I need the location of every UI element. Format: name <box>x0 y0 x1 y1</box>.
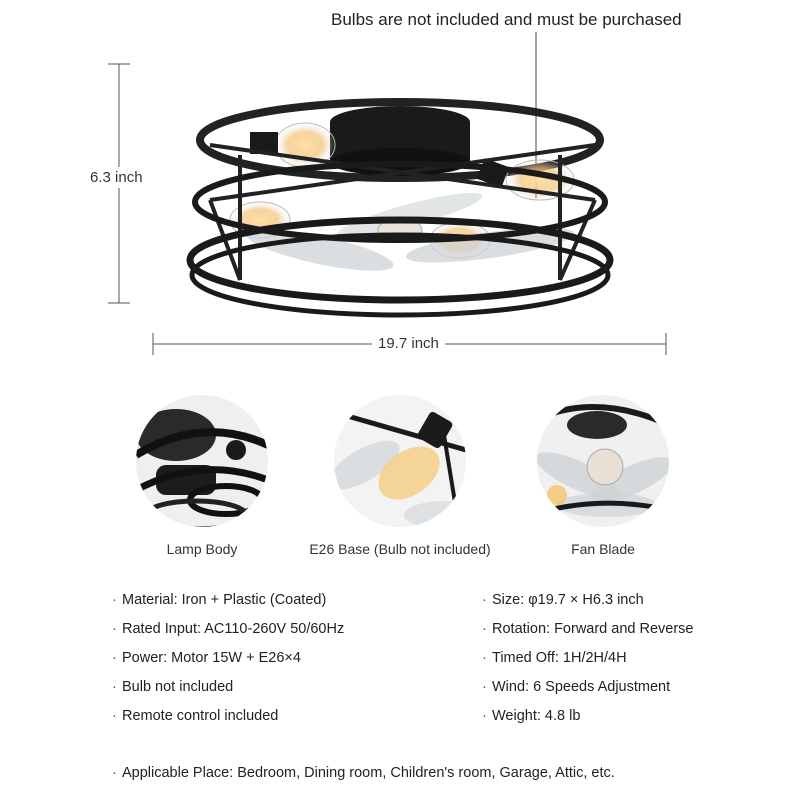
bullet: · <box>112 765 117 781</box>
e26-base-caption: E26 Base (Bulb not included) <box>309 541 491 557</box>
fan-blade-caption: Fan Blade <box>571 541 635 557</box>
spec-remote: · Remote control included <box>112 708 279 724</box>
spec-weight: · Weight: 4.8 lb <box>482 708 581 724</box>
spec-rated-input: · Rated Input: AC110-260V 50/60Hz <box>112 621 345 637</box>
bullet: · <box>482 679 487 695</box>
bullet: · <box>112 592 117 608</box>
ceiling-fan-illustration <box>150 50 670 320</box>
e26-base-thumbnail <box>334 395 466 527</box>
spec-timed-off: · Timed Off: 1H/2H/4H <box>482 650 627 666</box>
bullet: · <box>112 621 117 637</box>
bullet: · <box>112 679 117 695</box>
height-dimension-label: 6.3 inch <box>90 169 143 186</box>
spec-wind: · Wind: 6 Speeds Adjustment <box>482 679 671 695</box>
width-dimension-label: 19.7 inch <box>372 335 445 352</box>
bullet: · <box>482 621 487 637</box>
spec-size: · Size: φ19.7 × H6.3 inch <box>482 592 644 608</box>
lamp-body-caption: Lamp Body <box>166 541 238 557</box>
spec-material: · Material: Iron + Plastic (Coated) <box>112 592 327 608</box>
lamp-body-thumbnail <box>136 395 268 527</box>
bullet: · <box>112 708 117 724</box>
spec-power: · Power: Motor 15W + E26×4 <box>112 650 301 666</box>
fan-blade-thumbnail <box>537 395 669 527</box>
spec-applicable-place: · Applicable Place: Bedroom, Dining room, Children's room, Garage, Attic, etc. <box>112 765 615 781</box>
bullet: · <box>482 650 487 666</box>
spec-bulb: · Bulb not included <box>112 679 234 695</box>
bullet: · <box>112 650 117 666</box>
bullet: · <box>482 708 487 724</box>
bullet: · <box>482 592 487 608</box>
spec-rotation: · Rotation: Forward and Reverse <box>482 621 694 637</box>
bulb-note: Bulbs are not included and must be purchased <box>331 10 682 29</box>
